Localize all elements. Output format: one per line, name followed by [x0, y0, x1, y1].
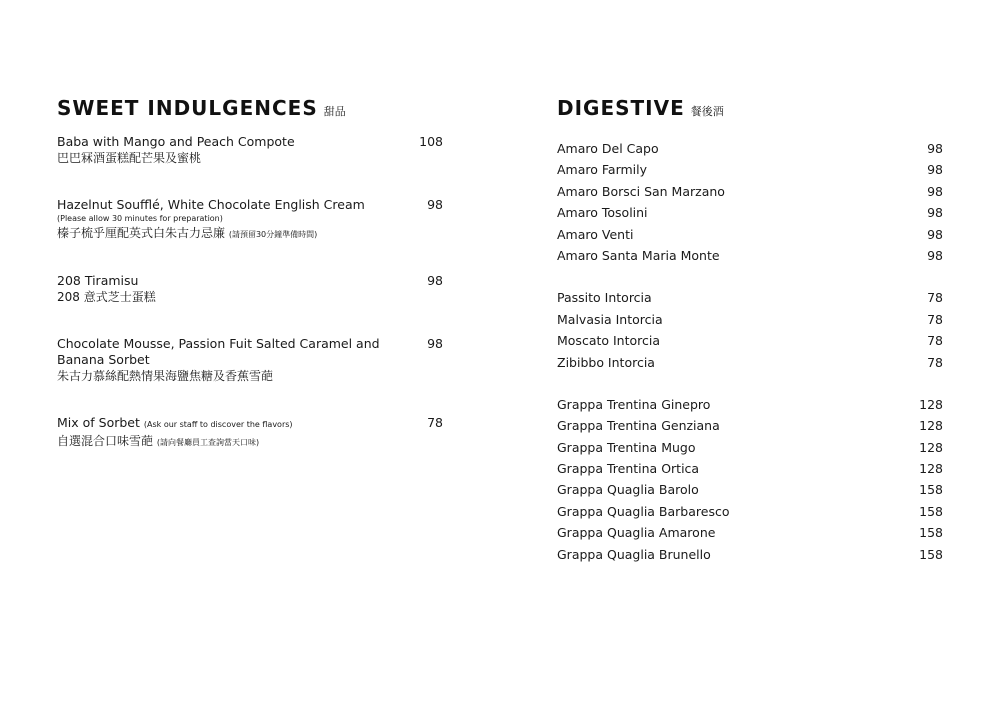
item-price: 128 — [919, 439, 943, 455]
item-price: 158 — [919, 546, 943, 562]
item-name: Passito Intorcia — [557, 290, 652, 306]
sweet-heading — [57, 96, 443, 130]
list-item — [557, 352, 943, 373]
item-price: 158 — [919, 503, 943, 519]
item-name: Chocolate Mousse, Passion Fuit Salted Caramel and Banana Sorbet — [57, 336, 380, 367]
item-name-cn — [57, 225, 443, 243]
item-price: 98 — [927, 247, 943, 263]
menu-item — [57, 197, 443, 273]
item-name: Grappa Trentina Genziana — [557, 418, 720, 434]
item-name: Amaro Borsci San Marzano — [557, 183, 725, 199]
item-price: 128 — [919, 461, 943, 477]
item-price: 98 — [427, 197, 443, 212]
list-item — [557, 522, 943, 543]
list-item — [557, 415, 943, 436]
item-price: 78 — [927, 354, 943, 370]
item-name: Grappa Quaglia Amarone — [557, 525, 716, 541]
sweet-title: SWEET INDULGENCES — [57, 96, 318, 120]
digestive-section — [557, 96, 943, 586]
item-name: Zibibbo Intorcia — [557, 354, 655, 370]
list-item — [557, 437, 943, 458]
item-name: Grappa Quaglia Barbaresco — [557, 503, 730, 519]
item-name: Grappa Trentina Ginepro — [557, 396, 711, 412]
menu-item — [57, 415, 443, 451]
list-item — [557, 330, 943, 351]
item-price: 158 — [919, 525, 943, 541]
sweet-indulgences-section — [57, 96, 443, 451]
item-name: Baba with Mango and Peach Compote — [57, 134, 295, 149]
item-name: Grappa Trentina Mugo — [557, 439, 696, 455]
item-inline-note: (Ask our staff to discover the flavors) — [143, 420, 293, 429]
list-item — [557, 458, 943, 479]
item-name: Amaro Venti — [557, 226, 634, 242]
list-item — [557, 501, 943, 522]
item-price: 108 — [419, 134, 443, 149]
item-name: Amaro Santa Maria Monte — [557, 247, 720, 263]
intorcia-group — [557, 287, 943, 373]
list-item — [557, 287, 943, 308]
item-name-cn — [57, 433, 443, 451]
grappa-group — [557, 394, 943, 565]
digestive-title: DIGESTIVE — [557, 96, 685, 120]
item-price: 128 — [919, 418, 943, 434]
list-item — [557, 394, 943, 415]
item-name-cn: 208 意式芝士蛋糕 — [57, 290, 156, 304]
item-name-cn: 朱古力慕絲配熱情果海鹽焦糖及香蕉雪葩 — [57, 369, 274, 383]
item-name: Amaro Farmily — [557, 162, 648, 178]
item-name: Moscato Intorcia — [557, 333, 661, 349]
list-item — [557, 159, 943, 180]
item-name-cn: 巴巴冧酒蛋糕配芒果及蜜桃 — [57, 151, 202, 165]
item-price: 98 — [927, 226, 943, 242]
menu-item — [57, 134, 443, 197]
item-note-cn: (請向餐廳員工查詢當天口味) — [156, 438, 260, 447]
item-name: Grappa Trentina Ortica — [557, 461, 700, 477]
item-name: Amaro Tosolini — [557, 205, 648, 221]
sweet-title-cn: 甜品 — [323, 105, 346, 118]
item-name: 208 Tiramisu — [57, 273, 139, 288]
item-name: Mix of Sorbet — [57, 415, 140, 430]
list-item — [557, 544, 943, 565]
item-note-cn: (請預留30分鐘準備時間) — [228, 230, 318, 239]
item-price: 98 — [927, 205, 943, 221]
item-name: Grappa Quaglia Brunello — [557, 546, 711, 562]
item-price: 78 — [927, 290, 943, 306]
amaro-group — [557, 138, 943, 266]
list-item — [557, 309, 943, 330]
item-name: Grappa Quaglia Barolo — [557, 482, 699, 498]
item-name: Amaro Del Capo — [557, 141, 659, 156]
item-price: 78 — [927, 311, 943, 327]
item-price: 98 — [927, 183, 943, 199]
digestive-title-cn: 餐後酒 — [690, 105, 724, 118]
item-price: 78 — [427, 415, 443, 430]
item-name: Malvasia Intorcia — [557, 311, 663, 327]
item-note: (Please allow 30 minutes for preparation) — [57, 214, 223, 223]
item-name: Hazelnut Soufflé, White Chocolate English Cream — [57, 197, 365, 212]
list-item — [557, 202, 943, 223]
item-price: 98 — [927, 141, 943, 156]
digestive-heading — [557, 96, 943, 130]
item-price: 98 — [427, 273, 443, 288]
list-item — [557, 138, 943, 159]
menu-item — [57, 336, 443, 415]
item-price: 98 — [427, 336, 443, 351]
item-name-row — [57, 415, 443, 433]
item-price: 98 — [927, 162, 943, 178]
list-item — [557, 224, 943, 245]
list-item — [557, 245, 943, 266]
item-price: 128 — [919, 396, 943, 412]
item-price: 78 — [927, 333, 943, 349]
menu-item — [57, 273, 443, 336]
item-price: 158 — [919, 482, 943, 498]
item-name-cn-text: 榛子梳乎厘配英式白朱古力忌廉 — [57, 226, 226, 240]
list-item — [557, 181, 943, 202]
list-item — [557, 479, 943, 500]
item-name-cn-text: 自選混合口味雪葩 — [57, 434, 154, 448]
